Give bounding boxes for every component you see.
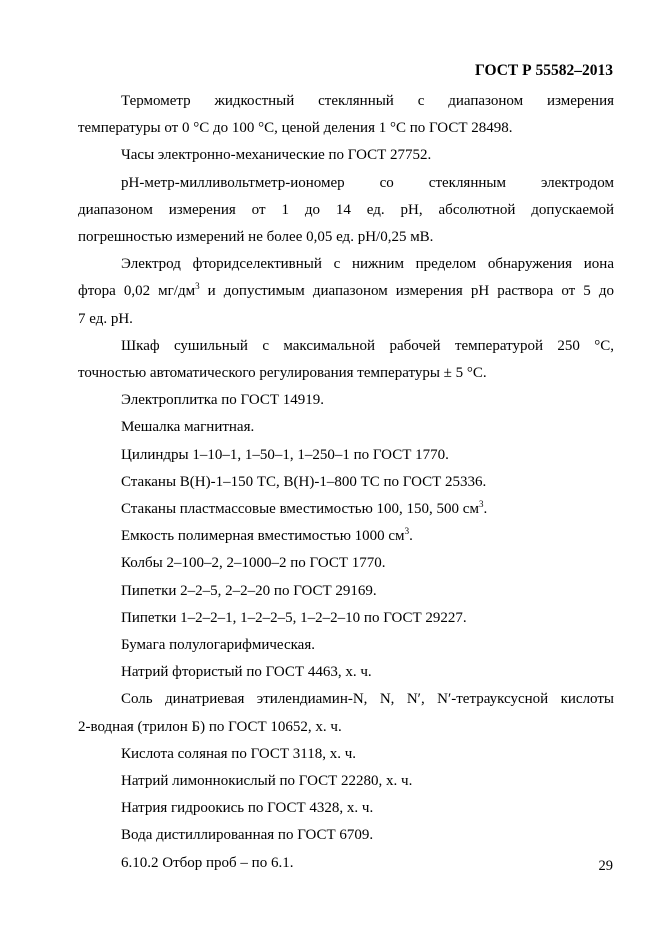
paragraph-paper: Бумага полулогарифмическая. bbox=[121, 637, 315, 654]
paragraph-distilled-water: Вода дистиллированная по ГОСТ 6709. bbox=[121, 827, 374, 844]
paragraph-pipettes-1: Пипетки 2–2–5, 2–2–20 по ГОСТ 29169. bbox=[121, 582, 377, 599]
paragraph-beakers-plastic: Стаканы пластмассовые вместимостью 100, 150, 500 $см^3$. bbox=[121, 499, 488, 518]
paragraph-clock: Часы электронно-механические по ГОСТ 27752. bbox=[121, 147, 432, 164]
paragraph-electrode: Электрод фторидселективный с нижним пределом обнаружения иона фтора 0,02 $мг/дм^3$ и допустимым диапазоном измерения рН раствора от 5 до 7 ед. рН. bbox=[78, 256, 615, 327]
page-number: 29 bbox=[598, 858, 613, 874]
paragraph-sodium-hydroxide: Натрия гидроокись по ГОСТ 4328, х. ч. bbox=[121, 800, 374, 817]
paragraph-ph-meter: рН-метр-милливольтметр-иономер со стеклянным электродом диапазоном измерения от 1 до 14 ед. рН, абсолютной допускаемой погрешностью измерений не более 0,05 ед. рН/0,25 мВ. bbox=[78, 174, 614, 246]
paragraph-cylinders: Цилиндры 1–10–1, 1–50–1, 1–250–1 по ГОСТ 1770. bbox=[121, 446, 449, 463]
paragraph-trilon: Соль динатриевая этилендиамин-N, N, N′, N′-тетрауксусной кислоты 2-водная (трилон Б) по ГОСТ 10652, х. ч. bbox=[78, 691, 614, 735]
paragraph-sodium-citrate: Натрий лимоннокислый по ГОСТ 22280, х. ч. bbox=[121, 773, 413, 790]
paragraph-sodium-fluoride: Натрий фтористый по ГОСТ 4463, х. ч. bbox=[121, 664, 372, 681]
paragraph-hydrochloric-acid: Кислота соляная по ГОСТ 3118, х. ч. bbox=[121, 745, 357, 762]
paragraph-beakers-glass: Стаканы В(Н)-1–150 ТС, В(Н)-1–800 ТС по ГОСТ 25336. bbox=[121, 473, 487, 490]
document-code: ГОСТ Р 55582–2013 bbox=[475, 62, 613, 79]
paragraph-flasks: Колбы 2–100–2, 2–1000–2 по ГОСТ 1770. bbox=[121, 555, 386, 572]
paragraph-pipettes-2: Пипетки 1–2–2–1, 1–2–2–5, 1–2–2–10 по ГОСТ 29227. bbox=[121, 609, 467, 626]
paragraph-stirrer: Мешалка магнитная. bbox=[121, 419, 255, 436]
paragraph-drying-cabinet: Шкаф сушильный с максимальной рабочей температурой 250 °С, точностью автоматического регулирования температуры ± 5 °С. bbox=[78, 337, 614, 382]
document-body bbox=[78, 88, 614, 877]
paragraph-thermometer: Термометр жидкостный стеклянный с диапазоном измерения температуры от 0 °С до 100 °С, ценой деления 1 °С по ГОСТ 28498. bbox=[78, 93, 614, 137]
paragraph-polymer-container: Емкость полимерная вместимостью 1000 $см^3$. bbox=[121, 526, 413, 545]
paragraph-hotplate: Электроплитка по ГОСТ 14919. bbox=[121, 392, 324, 409]
paragraph-sampling: 6.10.2 Отбор проб – по 6.1. bbox=[121, 854, 294, 871]
